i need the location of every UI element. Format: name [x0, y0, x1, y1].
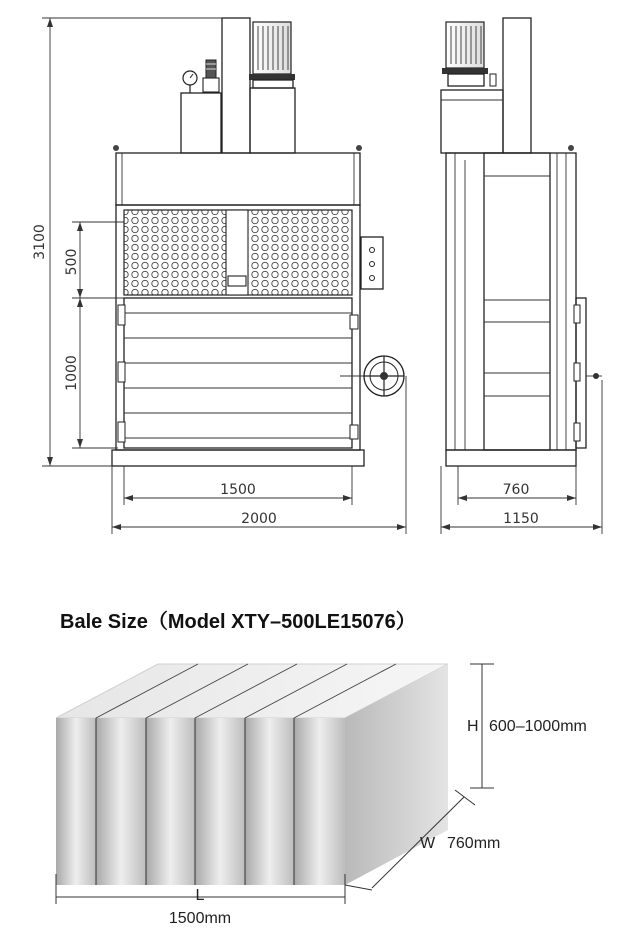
dim-overall-width-label: 2000	[241, 511, 277, 527]
oil-tank	[181, 93, 221, 153]
top-frame	[116, 153, 360, 205]
side-bolt	[568, 145, 574, 151]
bale-width-value: 760mm	[447, 835, 501, 852]
guide-column	[222, 18, 250, 153]
hand-wheel	[340, 356, 404, 396]
bale-height-value: 600–1000mm	[489, 718, 587, 735]
dim-door-height	[64, 298, 118, 448]
front-view	[32, 18, 406, 534]
bale-illustration	[56, 664, 448, 885]
side-tank	[441, 90, 503, 153]
side-chamber	[484, 153, 550, 450]
bale-length-label: L	[195, 887, 205, 904]
control-panel	[361, 237, 383, 289]
bale-heading: Bale Size（Model XTY–500LE15076）	[60, 611, 416, 633]
valve	[203, 60, 219, 92]
dim-chamber-height	[64, 222, 124, 298]
bale-dim-height	[467, 664, 587, 788]
bale-width-label: W	[420, 835, 436, 852]
bale-height-label: H	[467, 718, 479, 735]
side-view	[441, 18, 602, 534]
bolt	[113, 145, 119, 151]
bale-length-value: 1500mm	[168, 910, 232, 927]
bale-front-face	[56, 718, 345, 885]
bale-door	[118, 298, 358, 448]
door-latch	[228, 276, 246, 286]
bolt	[356, 145, 362, 151]
side-base	[446, 450, 576, 466]
dim-chamber-height-label: 500	[64, 248, 80, 276]
dim-inner-width-label: 1500	[220, 482, 256, 498]
pressure-gauge	[183, 71, 197, 93]
dim-depth	[458, 466, 576, 505]
motor	[249, 22, 295, 153]
side-guide-column	[503, 18, 531, 153]
dim-total-height-label: 3100	[32, 224, 48, 260]
base	[112, 450, 364, 466]
dim-overall-width	[112, 376, 406, 534]
side-motor	[442, 22, 496, 86]
dim-depth-label: 760	[502, 482, 530, 498]
dim-overall-depth-label: 1150	[503, 511, 539, 527]
dim-door-height-label: 1000	[64, 355, 80, 391]
dim-inner-width	[124, 466, 352, 505]
side-body	[446, 153, 576, 450]
